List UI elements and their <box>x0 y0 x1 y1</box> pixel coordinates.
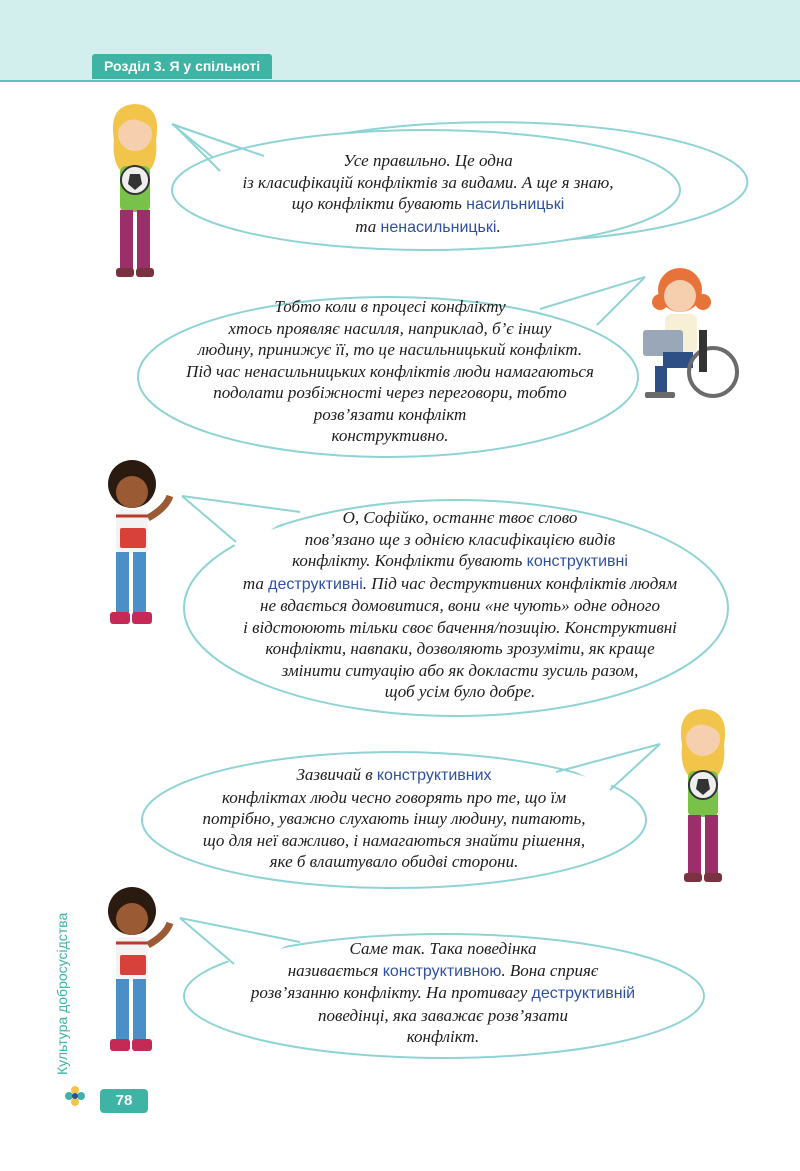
text-segment: поведінці, яка заважає розв’язати <box>317 1005 569 1025</box>
text-segment: та <box>355 216 381 236</box>
text-segment: і відстоюють тільки своє бачення/позицію. Конструктивні <box>243 617 677 637</box>
text-segment: що для неї важливо, і намагаються знайти рішення, <box>202 830 586 850</box>
keyword-term: конструктивних <box>376 767 492 784</box>
bubble-line <box>178 982 708 1005</box>
text-segment: конфліктах люди чесно говорять про те, що їм <box>221 787 567 807</box>
boy-with-book-illustration-1 <box>96 458 181 638</box>
bubble-line <box>135 318 645 340</box>
bubble-text-4 <box>138 764 650 873</box>
text-segment: хтось проявляє насилля, наприклад, б’є іншу <box>228 318 552 338</box>
bubble-line <box>135 382 645 404</box>
bubble-text-2 <box>135 296 645 447</box>
bubble-line <box>178 150 678 172</box>
bubble-line <box>178 216 678 239</box>
text-segment: яке б влаштувало обидві сторони. <box>269 852 519 871</box>
text-segment: . Вона сприяє <box>501 960 599 980</box>
bubble-line <box>180 638 740 660</box>
text-segment: щоб усім було добре. <box>384 682 536 701</box>
text-segment: О, Софійко, останнє твоє слово <box>342 508 578 527</box>
boy-with-book-illustration-2 <box>96 885 181 1065</box>
text-segment: . Під час деструктивних конфліктів людям <box>362 573 678 593</box>
bubble-line <box>180 617 740 639</box>
bubble-line <box>180 660 740 682</box>
girl-in-wheelchair-illustration <box>635 262 740 412</box>
text-segment: змінити ситуацію або як докласти зусиль разом, <box>281 660 639 680</box>
bubble-text-3 <box>180 507 740 703</box>
section-label: Розділ 3. Я у спільноті <box>92 54 272 79</box>
bubble-line <box>135 404 645 426</box>
keyword-term: конструктивною <box>382 962 502 980</box>
text-segment: називається <box>287 960 383 980</box>
bubble-line <box>138 808 650 830</box>
text-segment: людину, принижує її, то це насильницький конфлікт. <box>197 340 583 359</box>
keyword-term: ненасильницькі <box>380 218 497 236</box>
bubble-line <box>180 573 740 596</box>
text-segment: Саме так. Така поведінка <box>349 939 537 958</box>
text-segment: конструктивно. <box>331 426 449 445</box>
text-segment: конфлікту. Конфлікти бувають <box>292 551 527 570</box>
keyword-term: деструктивній <box>531 985 636 1002</box>
text-segment: Усе правильно. Це одна <box>343 151 513 170</box>
bubble-line <box>180 681 740 703</box>
bubble-line <box>178 172 678 194</box>
bubble-line <box>180 595 740 617</box>
side-section-label: Культура добросусідства <box>54 912 70 1075</box>
bubble-text-5 <box>178 938 708 1048</box>
bubble-line <box>135 339 645 361</box>
bubble-line <box>178 1026 708 1048</box>
bubble-line <box>180 507 740 529</box>
girl-with-ball-illustration <box>100 100 170 285</box>
text-segment: пов’язано ще з однією класифікацією видів <box>304 529 616 549</box>
text-segment: що конфлікти бувають <box>291 194 467 213</box>
text-segment: Під час ненасильницьких конфліктів люди намагаються <box>186 361 594 381</box>
text-segment: розв’язати конфлікт <box>313 404 467 424</box>
bubble-line <box>138 787 650 809</box>
text-segment: Зазвичай в <box>296 765 377 784</box>
girl-with-ball-illustration-2 <box>668 705 738 890</box>
bubble-line <box>138 764 650 787</box>
bubble-line <box>178 1005 708 1027</box>
text-segment: подолати розбіжності через переговори, тобто <box>213 383 567 402</box>
bubble-line <box>135 425 645 447</box>
bubble-line <box>180 529 740 551</box>
text-segment: із класифікацій конфліктів за видами. А ще я знаю, <box>242 172 614 192</box>
bubble-line <box>138 830 650 852</box>
bubble-text-1 <box>178 150 678 238</box>
text-segment: . <box>496 216 501 236</box>
bubble-line <box>178 938 708 960</box>
keyword-term: конструктивні <box>526 553 628 570</box>
bubble-line <box>138 851 650 873</box>
bubble-line <box>178 193 678 216</box>
text-segment: та <box>242 573 269 593</box>
bubble-line <box>135 361 645 383</box>
bubble-line <box>135 296 645 318</box>
text-segment: розв’язанню конфлікту. На противагу <box>250 983 532 1002</box>
text-segment: Тобто коли в процесі конфлікту <box>274 297 506 316</box>
text-segment: конфлікти, навпаки, дозволяють зрозуміти, як краще <box>265 639 655 658</box>
bubble-line <box>180 550 740 573</box>
bubble-line <box>178 960 708 983</box>
page-number: 78 <box>100 1089 148 1113</box>
keyword-term: насильницькі <box>466 196 565 213</box>
text-segment: потрібно, уважно слухають іншу людину, питають, <box>202 809 586 828</box>
text-segment: не вдається домовитися, вони «не чують» одне одного <box>260 596 660 615</box>
keyword-term: деструктивні <box>268 575 363 593</box>
text-segment: конфлікт. <box>406 1027 480 1046</box>
flower-icon <box>64 1085 86 1107</box>
